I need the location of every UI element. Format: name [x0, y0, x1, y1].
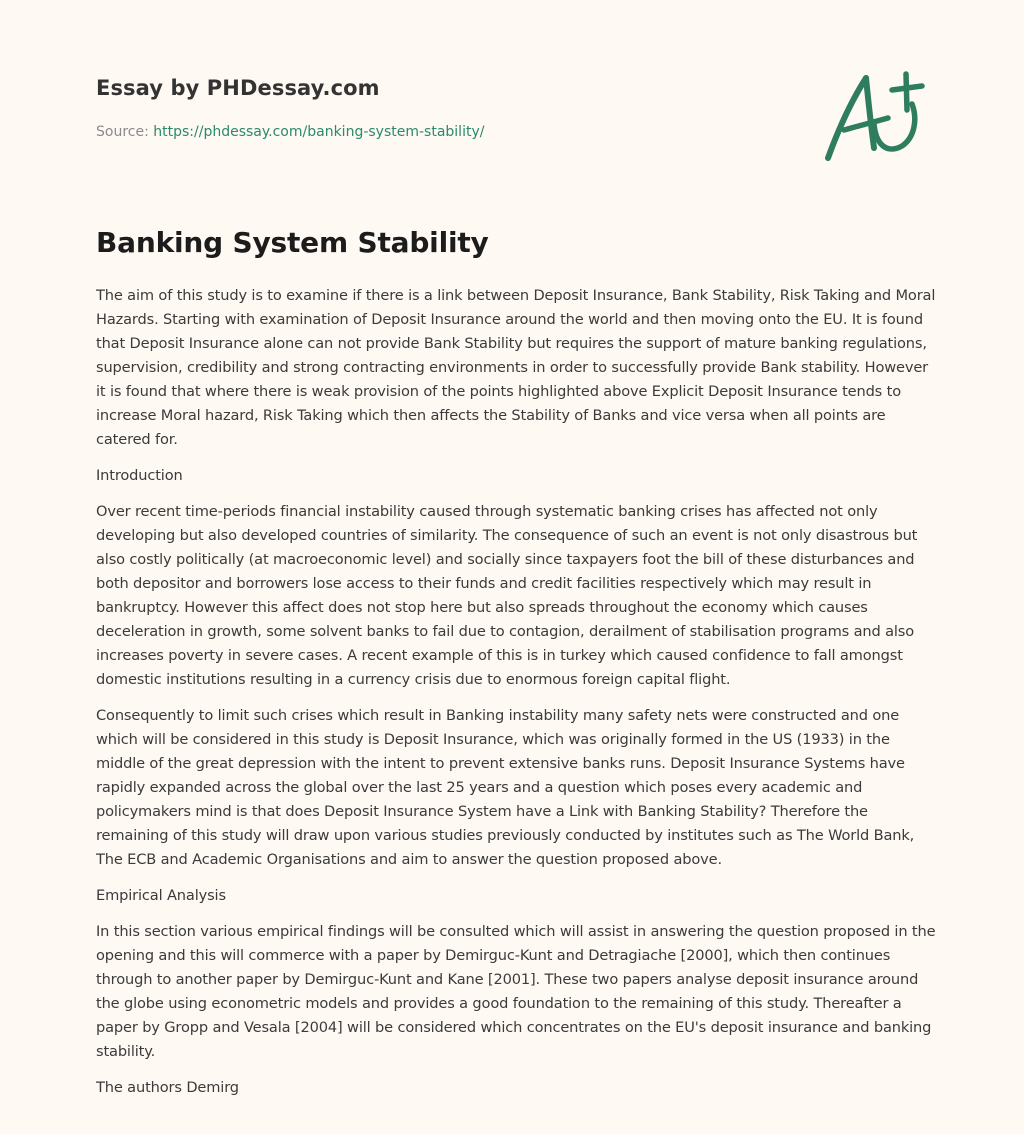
- section-heading-introduction: Introduction: [96, 467, 183, 484]
- section-heading-empirical-analysis: Empirical Analysis: [96, 887, 226, 904]
- essay-content: [96, 284, 936, 1112]
- site-title: Essay by PHDessay.com: [96, 76, 380, 100]
- essay-title: Banking System Stability: [96, 226, 489, 259]
- essay-paragraph: Over recent time-periods financial instability caused through systematic banking crises has affected not only developing but also developed countries of similarity. The consequence of such an event is not only disastrous but also costly politically (at macroeconomic level) and socially since taxpayers foot the bill of these disturbances and both depositor and borrowers lose access to their funds and credit facilities respectively which may result in bankruptcy. However this affect does not stop here but also spreads throughout the economy which causes deceleration in growth, some solvent banks to fail due to contagion, derailment of stabilisation programs and also increases poverty in severe cases. A recent example of this is in turkey which caused confidence to fall amongst domestic institutions resulting in a currency crisis due to enormous foreign capital flight.: [96, 503, 918, 688]
- essay-paragraph: In this section various empirical findings will be consulted which will assist in answering the question proposed in the opening and this will commerce with a paper by Demirguc-Kunt and Detragiache [2000], which then continues through to another paper by Demirguc-Kunt and Kane [2001]. These two papers analyse deposit insurance around the globe using econometric models and provides a good foundation to the remaining of this study. Thereafter a paper by Gropp and Vesala [2004] will be considered which concentrates on the EU's deposit insurance and banking stability.: [96, 923, 936, 1060]
- essay-paragraph: The aim of this study is to examine if there is a link between Deposit Insurance, Bank Stability, Risk Taking and Moral Hazards. Starting with examination of Deposit Insurance around the world and then moving onto the EU. It is found that Deposit Insurance alone can not provide Bank Stability but requires the support of mature banking regulations, supervision, credibility and strong contracting environments in order to successfully provide Bank stability. However it is found that where there is weak provision of the points highlighted above Explicit Deposit Insurance tends to increase Moral hazard, Risk Taking which then affects the Stability of Banks and vice versa when all points are catered for.: [96, 287, 936, 448]
- source-link[interactable]: https://phdessay.com/banking-system-stability/: [153, 124, 485, 140]
- source-label: Source:: [96, 124, 149, 140]
- essay-paragraph: Consequently to limit such crises which result in Banking instability many safety nets were constructed and one which will be considered in this study is Deposit Insurance, which was originally formed in the US (1933) in the middle of the great depression with the intent to prevent extensive banks runs. Deposit Insurance Systems have rapidly expanded across the global over the last 25 years and a question which poses every academic and policymakers mind is that does Deposit Insurance System have a Link with Banking Stability? Therefore the remaining of this study will draw upon various studies previously conducted by institutes such as The World Bank, The ECB and Academic Organisations and aim to answer the question proposed above.: [96, 707, 915, 868]
- source-line: [96, 124, 484, 140]
- essay-page: [96, 0, 936, 1096]
- essay-paragraph-truncated: The authors Demirg: [96, 1079, 239, 1096]
- a-plus-grade-icon: [822, 66, 926, 166]
- page-header: [96, 0, 932, 200]
